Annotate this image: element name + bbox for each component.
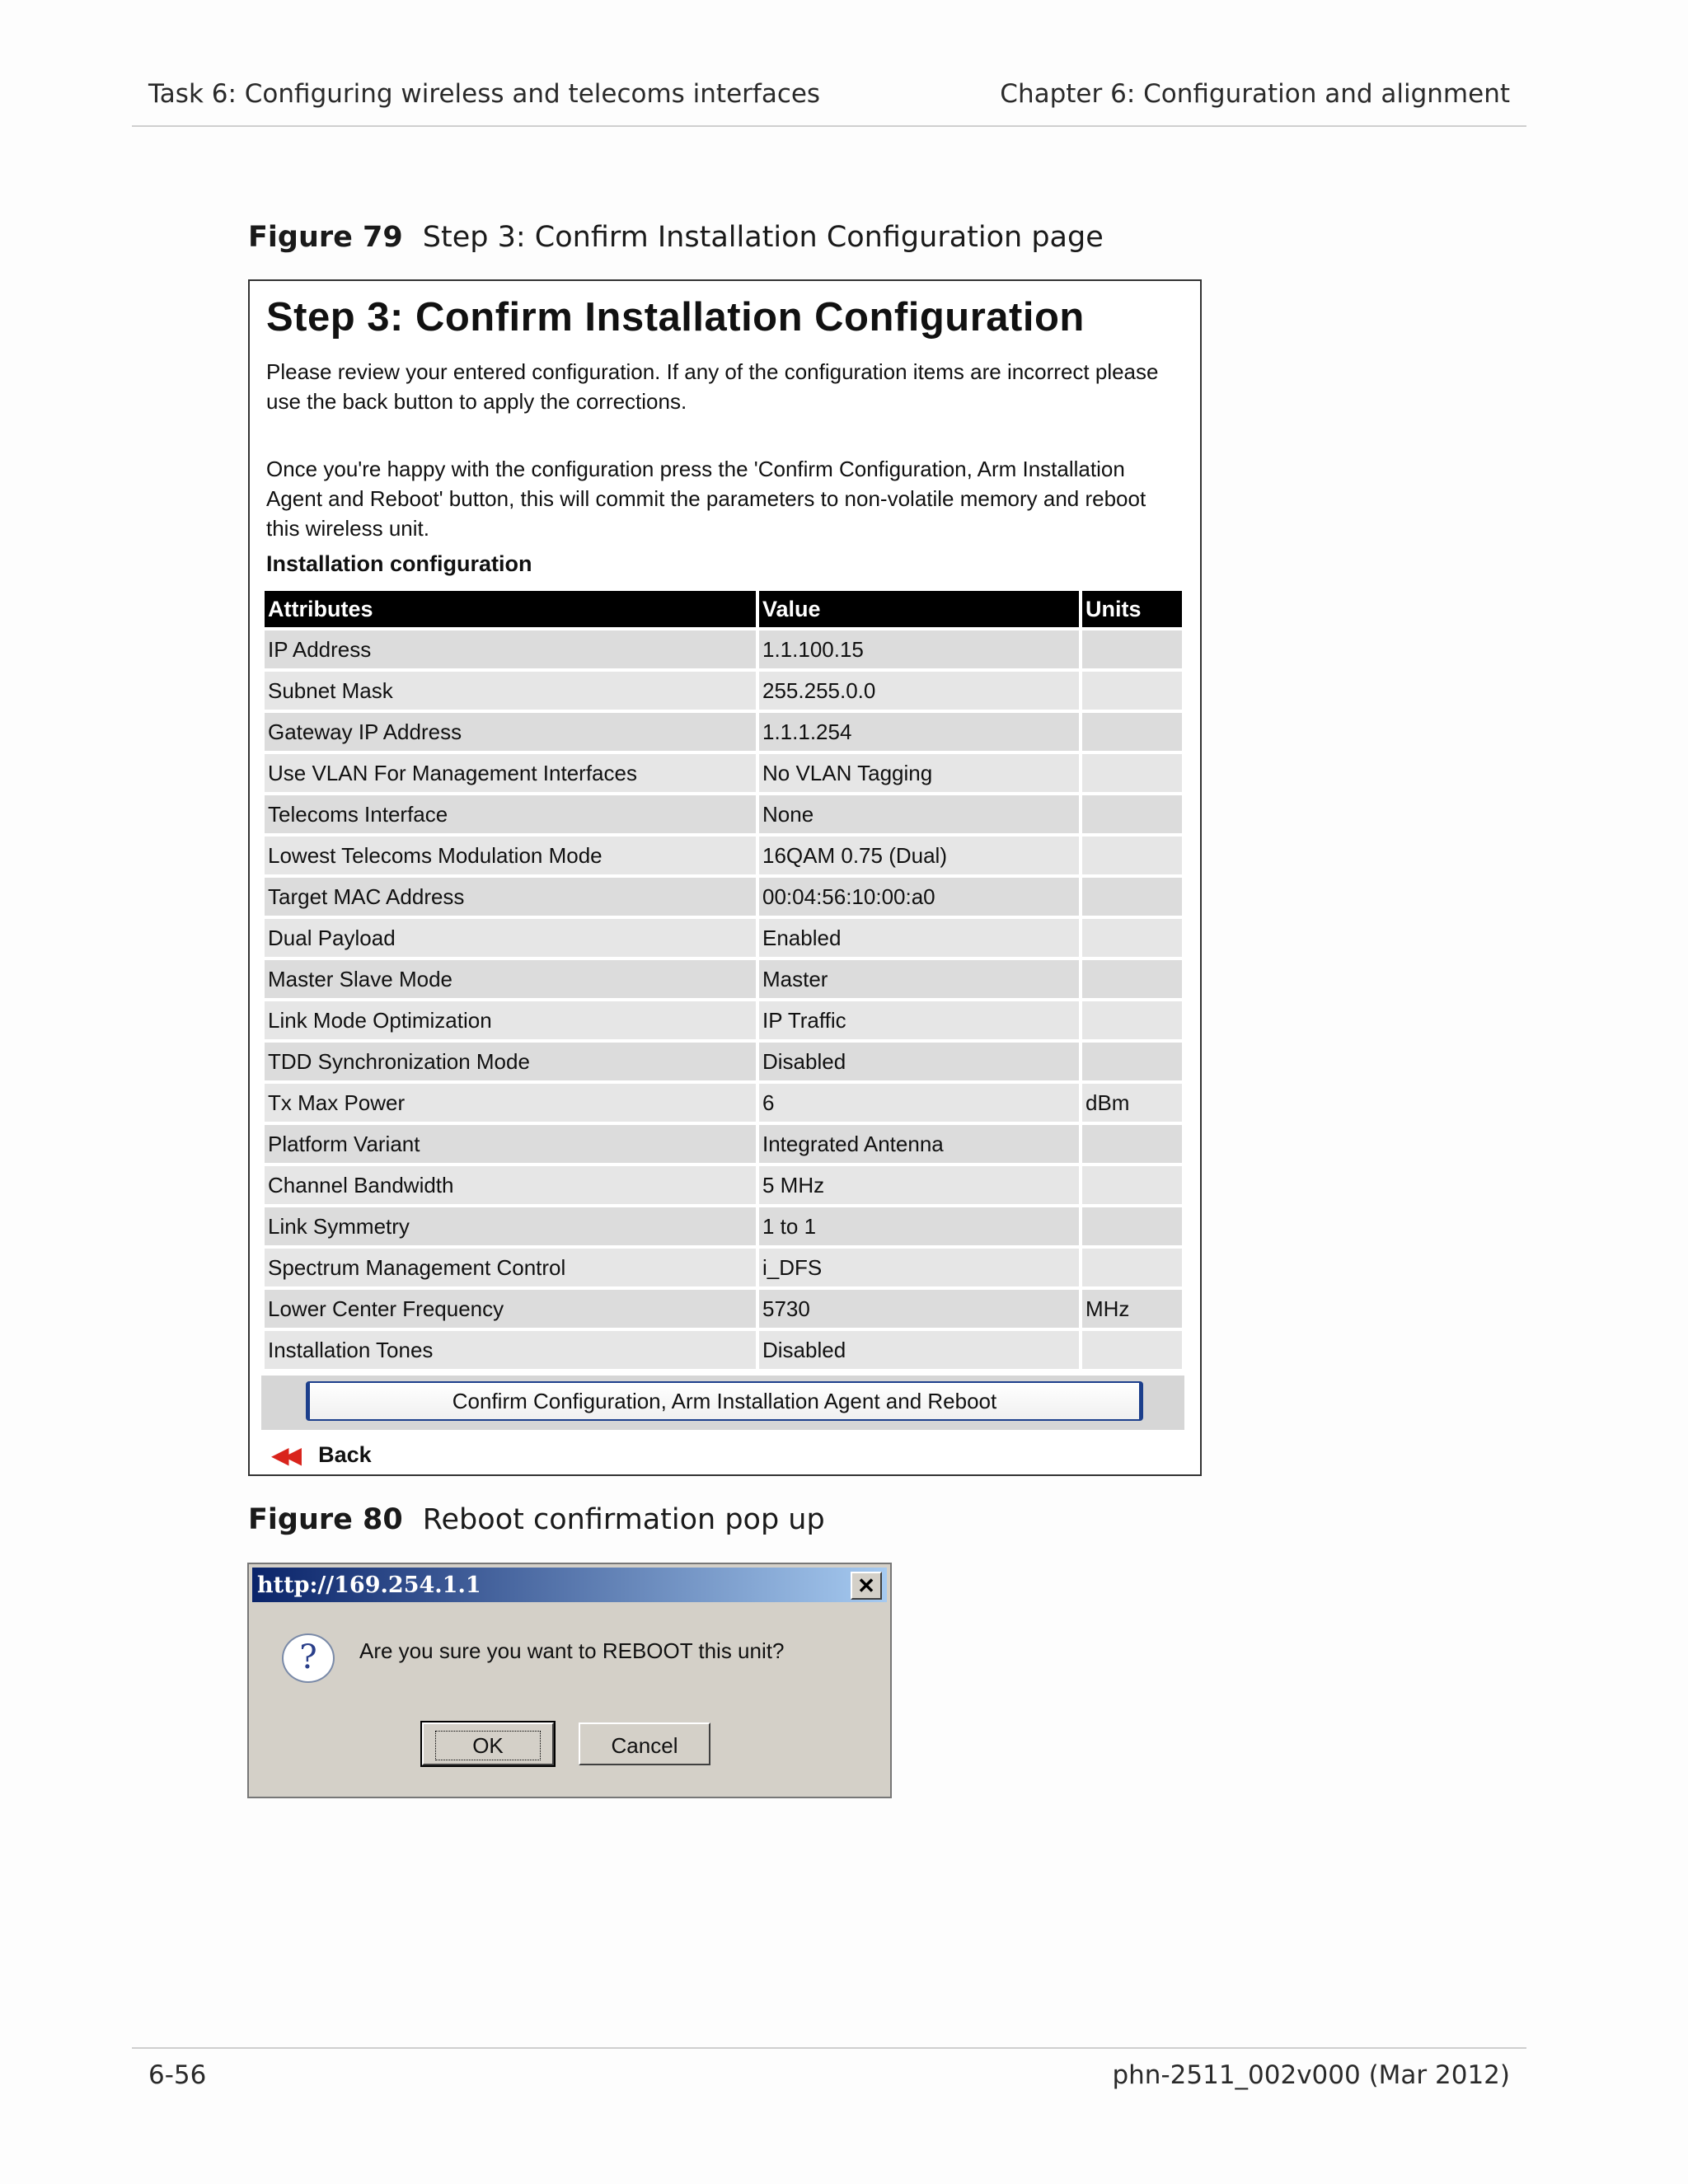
confirm-installation-panel (248, 279, 1202, 1476)
header-rule (132, 125, 1526, 127)
cell-units (1082, 630, 1182, 668)
question-icon: ? (282, 1633, 335, 1683)
table-row (265, 795, 1182, 833)
cell-attribute: Link Mode Optimization (265, 1001, 756, 1039)
table-row (265, 1084, 1182, 1122)
figure-79-label: Figure 79 (248, 221, 403, 254)
cell-attribute: Use VLAN For Management Interfaces (265, 754, 756, 792)
confirm-reboot-button[interactable]: Confirm Configuration, Arm Installation Agent and Reboot (306, 1381, 1143, 1421)
cell-value: 5730 (759, 1290, 1079, 1328)
dialog-message: Are you sure you want to REBOOT this unit? (359, 1638, 785, 1663)
back-label: Back (318, 1442, 372, 1467)
table-row (265, 960, 1182, 998)
cell-attribute: Gateway IP Address (265, 713, 756, 751)
cell-attribute: Target MAC Address (265, 878, 756, 916)
installation-config-table (261, 588, 1185, 1372)
running-header-left: Task 6: Configuring wireless and telecoms interfaces (148, 79, 821, 109)
document-id: phn-2511_002v000 (Mar 2012) (1112, 2060, 1510, 2090)
cell-attribute: Lowest Telecoms Modulation Mode (265, 837, 756, 874)
table-row (265, 878, 1182, 916)
cell-value: 255.255.0.0 (759, 672, 1079, 710)
table-row (265, 1001, 1182, 1039)
table-row (265, 1207, 1182, 1245)
cell-units (1082, 1001, 1182, 1039)
review-instructions: Please review your entered configuration. If any of the configuration items are incorrect please use the back button to apply the corrections. (266, 359, 1159, 414)
cell-value: 1 to 1 (759, 1207, 1079, 1245)
cell-units (1082, 672, 1182, 710)
cell-units (1082, 1125, 1182, 1163)
cell-value: i_DFS (759, 1249, 1079, 1286)
table-body (265, 630, 1182, 1369)
table-row (265, 672, 1182, 710)
table-row (265, 1125, 1182, 1163)
cell-value: 6 (759, 1084, 1079, 1122)
cell-value: 00:04:56:10:00:a0 (759, 878, 1079, 916)
table-row (265, 837, 1182, 874)
ok-button-label: OK (435, 1731, 541, 1760)
cell-units (1082, 1331, 1182, 1369)
table-row (265, 1331, 1182, 1369)
figure-80-caption-text: Reboot confirmation pop up (422, 1503, 825, 1536)
cell-units (1082, 1207, 1182, 1245)
table-row (265, 754, 1182, 792)
cell-value: 1.1.1.254 (759, 713, 1079, 751)
cell-units: dBm (1082, 1084, 1182, 1122)
running-header-right: Chapter 6: Configuration and alignment (1000, 79, 1510, 109)
table-header-row (265, 591, 1182, 627)
cell-value: Integrated Antenna (759, 1125, 1079, 1163)
cell-units (1082, 754, 1182, 792)
table-row (265, 919, 1182, 957)
cell-value: 1.1.100.15 (759, 630, 1079, 668)
cell-units (1082, 878, 1182, 916)
cell-attribute: IP Address (265, 630, 756, 668)
cell-value: Disabled (759, 1043, 1079, 1080)
cell-attribute: Subnet Mask (265, 672, 756, 710)
cell-units: MHz (1082, 1290, 1182, 1328)
cell-value: None (759, 795, 1079, 833)
cell-units (1082, 795, 1182, 833)
cell-attribute: Spectrum Management Control (265, 1249, 756, 1286)
dialog-title: http://169.254.1.1 (257, 1572, 481, 1598)
cell-value: Master (759, 960, 1079, 998)
cell-attribute: Telecoms Interface (265, 795, 756, 833)
back-link[interactable] (271, 1441, 372, 1469)
cell-attribute: Dual Payload (265, 919, 756, 957)
footer-rule (132, 2047, 1526, 2049)
cell-value: 5 MHz (759, 1166, 1079, 1204)
reboot-confirm-dialog (247, 1563, 892, 1798)
cell-units (1082, 713, 1182, 751)
section-label: Installation configuration (266, 551, 532, 576)
cell-attribute: Channel Bandwidth (265, 1166, 756, 1204)
double-left-arrow-icon: ◀◀ (271, 1442, 298, 1468)
figure-79-caption (248, 221, 1104, 254)
cell-value: IP Traffic (759, 1001, 1079, 1039)
column-header-value: Value (759, 591, 1079, 627)
cell-attribute: Tx Max Power (265, 1084, 756, 1122)
table-row (265, 1290, 1182, 1328)
dialog-titlebar[interactable] (252, 1568, 887, 1602)
cell-units (1082, 837, 1182, 874)
confirm-instructions: Once you're happy with the configuration press the 'Confirm Configuration, Arm Installation Agent and Reboot' button, this will commit the parameters to non-volatile memory and reboot this wireless unit. (266, 457, 1146, 541)
figure-80-caption (248, 1503, 825, 1536)
page-title: Step 3: Confirm Installation Configuration (266, 295, 1085, 340)
cell-value: 16QAM 0.75 (Dual) (759, 837, 1079, 874)
ok-button[interactable] (422, 1722, 554, 1765)
column-header-units: Units (1082, 591, 1182, 627)
cell-value: No VLAN Tagging (759, 754, 1079, 792)
close-icon[interactable]: ✕ (851, 1572, 882, 1600)
cell-attribute: Lower Center Frequency (265, 1290, 756, 1328)
column-header-attributes: Attributes (265, 591, 756, 627)
table-row (265, 1043, 1182, 1080)
confirm-button-bar (261, 1376, 1184, 1430)
figure-80-label: Figure 80 (248, 1503, 403, 1536)
table-row (265, 1166, 1182, 1204)
cell-attribute: Installation Tones (265, 1331, 756, 1369)
cell-units (1082, 919, 1182, 957)
cell-value: Disabled (759, 1331, 1079, 1369)
cell-units (1082, 960, 1182, 998)
cell-units (1082, 1043, 1182, 1080)
cell-units (1082, 1249, 1182, 1286)
cell-attribute: Link Symmetry (265, 1207, 756, 1245)
cancel-button[interactable]: Cancel (579, 1722, 710, 1765)
table-row (265, 630, 1182, 668)
cell-attribute: Platform Variant (265, 1125, 756, 1163)
cell-value: Enabled (759, 919, 1079, 957)
table-row (265, 713, 1182, 751)
cell-attribute: Master Slave Mode (265, 960, 756, 998)
cell-attribute: TDD Synchronization Mode (265, 1043, 756, 1080)
figure-79-caption-text: Step 3: Confirm Installation Configuration page (422, 221, 1104, 254)
cell-units (1082, 1166, 1182, 1204)
page-number: 6-56 (148, 2060, 207, 2090)
table-row (265, 1249, 1182, 1286)
